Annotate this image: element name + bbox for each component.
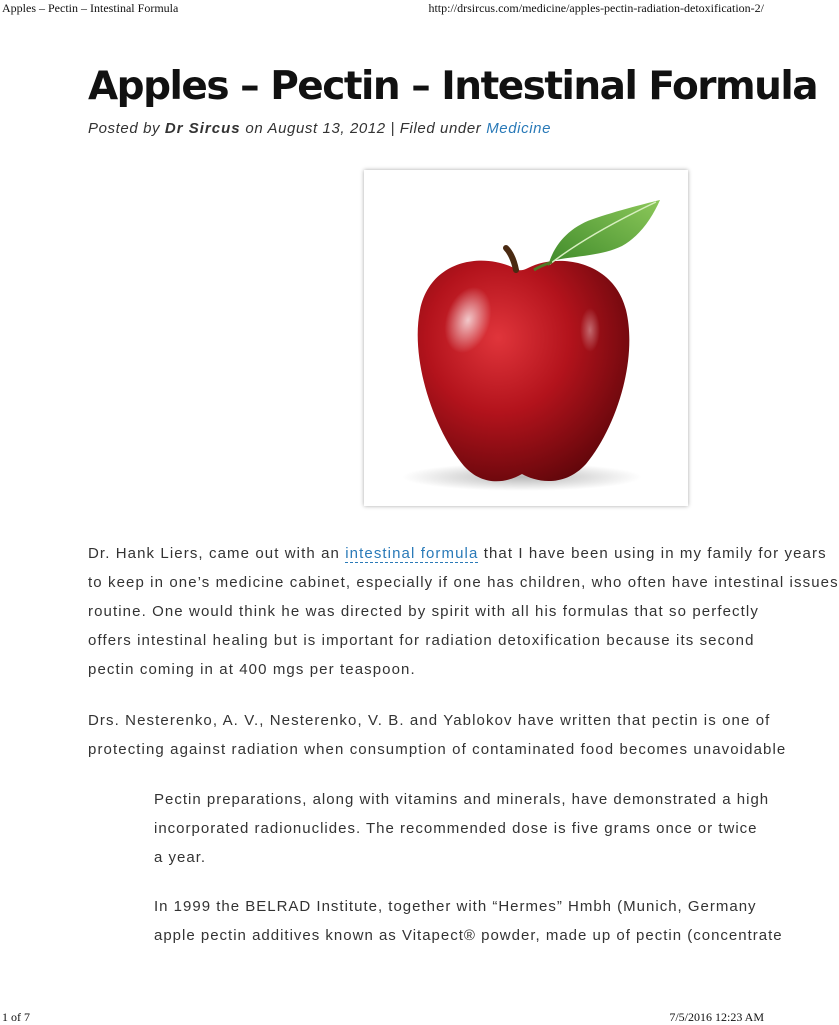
paragraph-2 xyxy=(88,706,786,764)
print-header-title: Apples – Pectin – Intestinal Formula xyxy=(2,1,179,15)
posted-by-label: Posted by xyxy=(88,120,161,137)
blockquote-2-line: apple pectin additives known as Vitapect® powder, made up of pectin (concentrate xyxy=(154,927,783,944)
category-link[interactable]: Medicine xyxy=(486,120,552,137)
paragraph-1-line: to keep in one’s medicine cabinet, especially if one has children, who often have intestinal issues xyxy=(88,574,839,591)
author-link[interactable]: Dr Sircus xyxy=(164,120,241,137)
paragraph-1-line: pectin coming in at 400 mgs per teaspoon. xyxy=(88,661,416,678)
article-meta xyxy=(88,120,720,137)
blockquote-1-line: incorporated radionuclides. The recommended dose is five grams once or twice xyxy=(154,820,758,837)
blockquote-1-line: Pectin preparations, along with vitamins and minerals, have demonstrated a high xyxy=(154,791,770,808)
intestinal-formula-link[interactable]: intestinal formula xyxy=(345,545,479,562)
date-text: on August 13, 2012 | Filed under xyxy=(245,120,482,137)
paragraph-1-line: routine. One would think he was directed by spirit with all his formulas that so perfectly xyxy=(88,603,759,620)
blockquote-2 xyxy=(154,892,783,950)
paragraph-1-line: offers intestinal healing but is important for radiation detoxification because its second xyxy=(88,632,755,649)
blockquote-1-line: a year. xyxy=(154,849,207,866)
paragraph-1-intro: Dr. Hank Liers, came out with an xyxy=(88,545,346,562)
article-image xyxy=(364,170,688,506)
paragraph-1-rest: that I have been using in my family for years xyxy=(478,545,827,562)
article-title: Apples – Pectin – Intestinal Formula xyxy=(88,64,818,109)
paragraph-2-line: Drs. Nesterenko, A. V., Nesterenko, V. B. and Yablokov have written that pectin is one of xyxy=(88,712,771,729)
blockquote-1 xyxy=(154,785,769,872)
article xyxy=(88,58,839,1008)
paragraph-2-line: protecting against radiation when consumption of contaminated food becomes unavoidable xyxy=(88,741,787,758)
blockquote-2-line: In 1999 the BELRAD Institute, together with “Hermes” Hmbh (Munich, Germany xyxy=(154,898,757,915)
apple-image xyxy=(364,170,688,506)
print-footer-page: 1 of 7 xyxy=(2,1010,30,1024)
print-footer-datetime: 7/5/2016 12:23 AM xyxy=(669,1010,764,1024)
paragraph-1 xyxy=(88,539,839,684)
print-header-url: http://drsircus.com/medicine/apples-pectin-radiation-detoxification-2/ xyxy=(428,1,764,15)
